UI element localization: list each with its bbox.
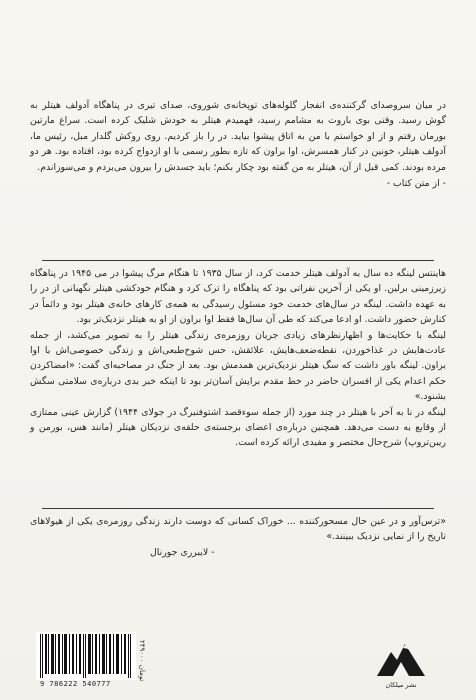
excerpt-quote — [30, 98, 446, 191]
bio-paragraph-1: هاینتس لینگه ده سال به آدولف هیتلر خدمت کرد، از سال ۱۹۳۵ تا هنگام مرگ پیشوا در می ۱۹۴۵ در پناهگاه زیرزمینی برلین. او یکی از آخرین نفراتی بود که پناهگاه را ترک کرد و هنگام خودکشی هیتلر نگهبانی از در را به عهده داشت. لینگه در سال‌های خدمت خود مسئول رسیدگی به همه‌ی کارهای خانه‌ی هیتلر بود و دائماً در کنارش حضور داشت. او ادعا می‌کند که طی آن سال‌ها فقط اوا براون از او به هیتلر نزدیک‌تر بود. — [30, 268, 446, 326]
barcode — [36, 632, 136, 680]
review-signature: - لایبرری جورنال — [150, 546, 215, 558]
author-bio — [30, 266, 446, 451]
isbn-number: 9 786222 540777 — [40, 680, 111, 688]
bio-paragraph-2: لینگه با حکایت‌ها و اظهارنظرهای زیادی جریان روزمره‌ی زندگی هیتلر را به تصویر می‌کشد، از جمله عادت‌هایش در غذاخوردن، نقطه‌ضعف‌هایش، علائقش، حس شوخ‌طبعی‌اش و زندگی خصوصی‌اش با اوا براون. لینگه باور داشت که سگ هیتلر نزدیک‌ترین همدمش بود. بعد از جنگ در مصاحبه‌ای گفت: «امضاکردن حکم اعدام یکی از افسران حاضر در خط مقدم برایش آسان‌تر بود تا اینکه خبر بدی درباره‌ی سلامتی سگش بشنود.» — [30, 329, 446, 403]
review-text: «ترس‌آور و در عین حال مسحورکننده ... خوراک کسانی که دوست دارند زندگی روزمره‌ی یکی از هیولاهای تاریخ را از نمایی نزدیک ببینند.» — [30, 516, 446, 543]
divider-top — [42, 260, 434, 261]
divider-bottom — [42, 508, 434, 509]
review-quote — [30, 514, 446, 560]
bio-paragraph-3: لینگه در نا به آخر با هیتلر در چند مورد (از جمله سوءقصد اشتوفنبرگ در جولای ۱۹۴۴) گزارش عینی ممتازی از وقایع به دست می‌دهد. همچنین درباره‌ی اعضای برجسته‌ی حلقه‌ی نزدیکان هیتلر (مانند هس، بورمن و ریبن‌تروپ) شرح‌حال مختصر و مفیدی ارائه کرده است. — [30, 406, 446, 449]
excerpt-text: در میان سروصدای گرکننده‌ی انفجار گلوله‌های توپخانه‌ی شوروی، صدای تیری در پناهگاه آدولف هیتلر به گوش رسید. وقتی بوی باروت به مشامم رسید، فهمیدم هیتلر به خودش شلیک کرده است. سراغ مارتین بورمان رفتم و از او خواستم با من به اتاق پیشوا بیاید. در را باز کردیم. روی روکش گلدار مبل، رئیس ما، آدولف هیتلر، خونین در کنار همسرش، اوا براون که تازه بطور رسمی با او ازدواج کرده بود، افتاده بود. هر دو مرده بودند. کمی قبل از آن، هیتلر به من گفته بود چکار بکنم؛ باید جسدش را بیرون می‌بردم و می‌سوزاندم. — [30, 100, 446, 173]
publisher-logo-icon — [373, 638, 429, 678]
publisher-name: نشر میلکان — [385, 681, 417, 689]
price-label: ۲۴۹۰۰۰ تومان — [138, 640, 146, 682]
excerpt-source: - از متن کتاب - — [386, 178, 446, 190]
